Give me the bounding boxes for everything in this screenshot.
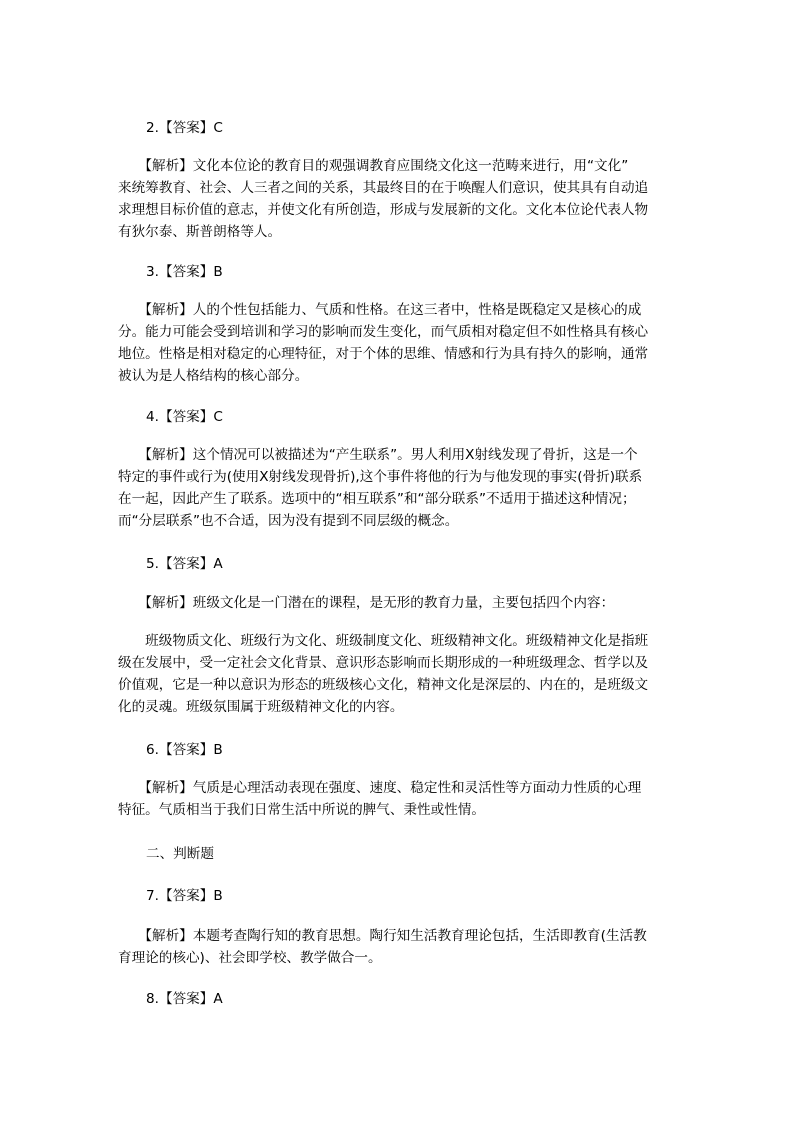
paragraph-line: 特定的事件或行为(使用X射线发现骨折),这个事件将他的行为与他发现的事实(骨折)联系 [118, 469, 643, 485]
paragraph-line: 分。能力可能会受到培训和学习的影响而发生变化，而气质相对稳定但不如性格具有核心 [118, 324, 649, 340]
paragraph-line: 来统筹教育、社会、人三者之间的关系，其最终目的在于唤醒人们意识，使其具有自动追 [118, 180, 649, 196]
paragraph-line: 有狄尔泰、斯普朗格等人。 [118, 224, 282, 240]
paragraph-line: 被认为是人格结构的核心部分。 [118, 368, 309, 384]
answer-line: 4.【答案】C [146, 409, 223, 425]
paragraph-line: 班级物质文化、班级行为文化、班级制度文化、班级精神文化。班级精神文化是指班 [118, 633, 649, 649]
paragraph-line: 【解析】人的个性包括能力、气质和性格。在这三者中，性格是既稳定又是核心的成 [118, 302, 642, 318]
paragraph-line: 【解析】气质是心理活动表现在强度、速度、稳定性和灵活性等方面动力性质的心理 [118, 780, 642, 796]
paragraph-line: 【解析】本题考查陶行知的教育思想。陶行知生活教育理论包括，生活即教育(生活教 [118, 928, 647, 944]
answer-line: 7.【答案】B [146, 888, 223, 904]
answer-line: 6.【答案】B [146, 742, 223, 758]
paragraph-line: 特征。气质相当于我们日常生活中所说的脾气、秉性或性情。 [118, 802, 486, 818]
answer-line: 3.【答案】B [146, 264, 223, 280]
paragraph-line: 育理论的核心)、社会即学校、教学做合一。 [118, 950, 382, 966]
paragraph-line: 【解析】班级文化是一门潜在的课程，是无形的教育力量，主要包括四个内容： [118, 595, 615, 611]
paragraph-line: 地位。性格是相对稳定的心理特征，对于个体的思维、情感和行为具有持久的影响，通常 [118, 346, 649, 362]
paragraph-line: 【解析】文化本位论的教育目的观强调教育应围绕文化这一范畴来进行，用“文化” [118, 158, 629, 174]
section-heading: 二、判断题 [146, 846, 214, 862]
paragraph-line: 化的灵魂。班级氛围属于班级精神文化的内容。 [118, 699, 404, 715]
paragraph-line: 在一起，因此产生了联系。选项中的“相互联系”和“部分联系”不适用于描述这种情况； [118, 491, 636, 507]
paragraph-line: 价值观，它是一种以意识为形态的班级核心文化，精神文化是深层的、内在的，是班级文 [118, 677, 649, 693]
answer-line: 2.【答案】C [146, 120, 223, 136]
paragraph-line: 级在发展中，受一定社会文化背景、意识形态影响而长期形成的一种班级理念、哲学以及 [118, 655, 649, 671]
answer-line: 8.【答案】A [146, 991, 223, 1007]
paragraph-line: 而“分层联系”也不合适，因为没有提到不同层级的概念。 [118, 513, 459, 529]
paragraph-line: 求理想目标价值的意志，并使文化有所创造，形成与发展新的文化。文化本位论代表人物 [118, 202, 649, 218]
answer-line: 5.【答案】A [146, 556, 223, 572]
paragraph-line: 【解析】这个情况可以被描述为“产生联系”。男人利用X射线发现了骨折，这是一个 [118, 447, 638, 463]
